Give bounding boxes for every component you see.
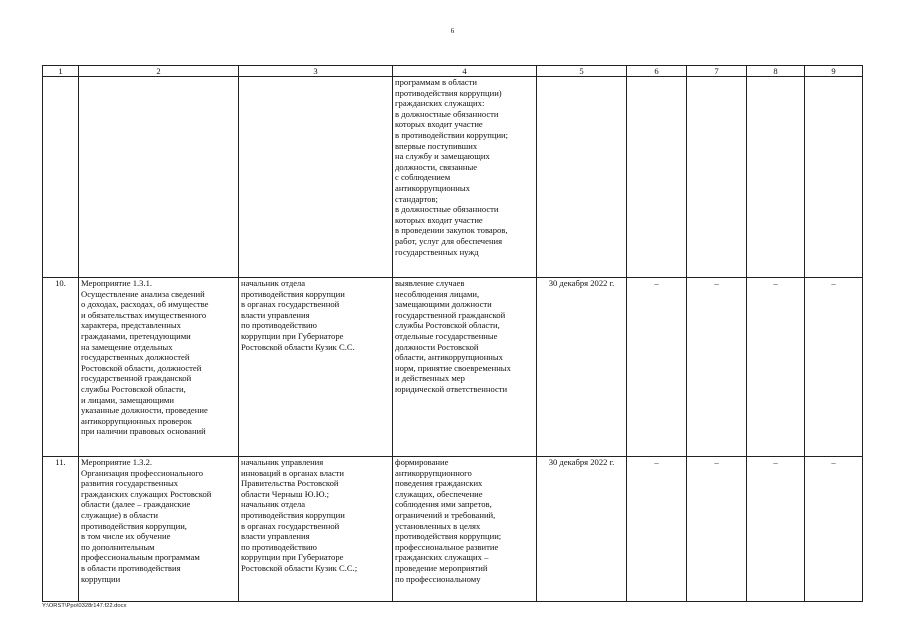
result-cell: программам в области противодействия коррупции) гражданских служащих: в должностные обязанности которых входит участие в противодействии коррупции; впервые поступивших на службу и замещающих должности, связанные с соблюдением антикоррупционных стандартов; в должностные обязанности которых входит участие в проведении закупок товаров, работ, услуг для обеспечения государственных нужд: [393, 77, 537, 278]
date-cell: [537, 77, 627, 278]
result-cell: выявление случаев несоблюдения лицами, замещающими должности государственной гражданской службы Ростовской области, отдельные государственные должности Ростовской области, антикоррупционных норм, принятие своевременных и действенных мер юридической ответственности: [393, 278, 537, 457]
row-number-cell: [43, 77, 79, 278]
value-cell: [627, 77, 687, 278]
column-header: 5: [537, 66, 627, 77]
measures-table: [42, 65, 863, 602]
table-header-row: [43, 66, 863, 77]
measure-cell: Мероприятие 1.3.2. Организация профессионального развития государственных гражданских служащих Ростовской области (далее – гражданские служащие) в области противодействия коррупции, в том числе их обучение по дополнительным профессиональным программам в области противодействия коррупции: [79, 457, 239, 602]
executor-cell: [239, 77, 393, 278]
row-number-cell: 11.: [43, 457, 79, 602]
column-header: 2: [79, 66, 239, 77]
value-cell: [805, 77, 863, 278]
measure-cell: [79, 77, 239, 278]
date-cell: 30 декабря 2022 г.: [537, 457, 627, 602]
value-cell: –: [627, 457, 687, 602]
column-header: 8: [747, 66, 805, 77]
value-cell: –: [627, 278, 687, 457]
column-header: 3: [239, 66, 393, 77]
column-header: 7: [687, 66, 747, 77]
page-number: 6: [450, 27, 455, 35]
executor-cell: начальник управления инноваций в органах власти Правительства Ростовской области Черныш Ю.Ю.; начальник отдела противодействия коррупции в органах государственной власти управления по противодействию коррупции при Губернаторе Ростовской области Кузик С.С.;: [239, 457, 393, 602]
column-header: 1: [43, 66, 79, 77]
value-cell: –: [747, 457, 805, 602]
row-number-cell: 10.: [43, 278, 79, 457]
date-cell: 30 декабря 2022 г.: [537, 278, 627, 457]
result-cell: формирование антикоррупционного поведения гражданских служащих, обеспечение соблюдения ими запретов, ограничений и требований, установленных в целях противодействия коррупции; профессиональное развитие гражданских служащих – проведение мероприятий по профессиональному: [393, 457, 537, 602]
executor-cell: начальник отдела противодействия коррупции в органах государственной власти управления по противодействию коррупции при Губернаторе Ростовской области Кузик С.С.: [239, 278, 393, 457]
value-cell: –: [687, 457, 747, 602]
measure-cell: Мероприятие 1.3.1. Осуществление анализа сведений о доходах, расходах, об имуществе и обязательствах имущественного характера, представленных гражданами, претендующими на замещение отдельных государственных должностей Ростовской области, должностей государственной гражданской службы Ростовской области, и лицами, замещающими указанные должности, проведение антикоррупционных проверок при наличии правовых оснований: [79, 278, 239, 457]
value-cell: –: [747, 278, 805, 457]
document-file-path: Y:\ORST\Ppo\0328r147.f22.docx: [42, 603, 127, 609]
column-header: 4: [393, 66, 537, 77]
value-cell: –: [805, 457, 863, 602]
table-row: [43, 77, 863, 278]
value-cell: [747, 77, 805, 278]
table-row: [43, 278, 863, 457]
value-cell: –: [805, 278, 863, 457]
column-header: 9: [805, 66, 863, 77]
value-cell: –: [687, 278, 747, 457]
column-header: 6: [627, 66, 687, 77]
value-cell: [687, 77, 747, 278]
table-row: [43, 457, 863, 602]
